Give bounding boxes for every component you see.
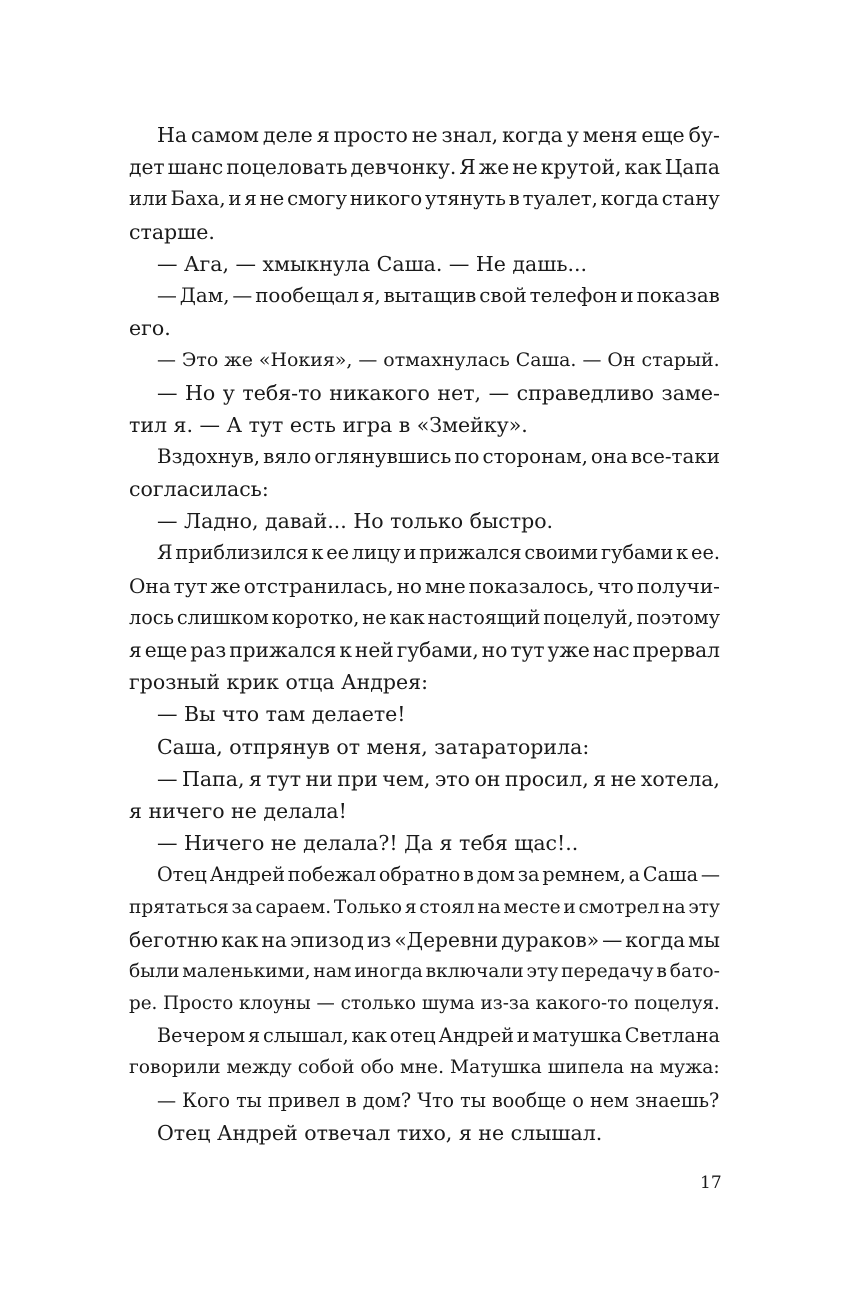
text-line: я еще раз прижался к ней губами, но тут уже нас прервал bbox=[129, 638, 720, 662]
page-number: 17 bbox=[700, 1173, 722, 1193]
text-line: прятаться за сараем. Только я стоял на месте и смотрел на эту bbox=[129, 896, 720, 918]
text-line: грозный крик отца Андрея: bbox=[129, 670, 428, 695]
body-text bbox=[129, 119, 720, 1149]
text-line: дет шанс поцеловать девчонку. Я же не крутой, как Цапа bbox=[129, 155, 720, 180]
text-line: Вечером я слышал, как отец Андрей и матушка Светлана bbox=[157, 1024, 720, 1048]
text-line: — Это же «Нокия», — отмахнулась Саша. — Он старый. bbox=[157, 349, 720, 372]
text-line: я ничего не делала! bbox=[129, 798, 347, 823]
text-line: были маленькими, нам иногда включали эту передачу в бато- bbox=[129, 960, 720, 982]
text-line: ре. Просто клоуны — столько шума из-за какого-то поцелуя. bbox=[129, 993, 720, 1015]
text-line: Она тут же отстранилась, но мне показалось, что получи- bbox=[129, 573, 720, 598]
text-line: — Папа, я тут ни при чем, это он просил, я не хотела, bbox=[157, 766, 720, 791]
text-line: лось слишком коротко, не как настоящий поцелуй, поэтому bbox=[129, 605, 720, 629]
text-line: — Кого ты привел в дом? Что ты вообще о нем знаешь? bbox=[157, 1088, 720, 1112]
text-line: — Ничего не делала?! Да я тебя щас!.. bbox=[157, 831, 579, 856]
text-line: — Ладно, давай... Но только быстро. bbox=[157, 509, 554, 534]
text-line: — Вы что там делаете! bbox=[157, 702, 406, 727]
text-line: Отец Андрей побежал обратно в дом за ремнем, а Саша — bbox=[157, 863, 720, 887]
text-line: Отец Андрей отвечал тихо, я не слышал. bbox=[157, 1120, 603, 1145]
text-line: или Баха, и я не смогу никого утянуть в туалет, когда стану bbox=[129, 187, 720, 211]
text-line: старше. bbox=[129, 219, 215, 244]
text-line: тил я. — А тут есть игра в «Змейку». bbox=[129, 412, 528, 437]
text-line: беготню как на эпизод из «Деревни дураков» — когда мы bbox=[129, 927, 720, 952]
text-line: — Ага, — хмыкнула Саша. — Не дашь... bbox=[157, 251, 588, 276]
text-line: Я приблизился к ее лицу и прижался своими губами к ее. bbox=[157, 541, 720, 565]
text-line: говорили между собой обо мне. Матушка шипела на мужа: bbox=[129, 1057, 720, 1079]
text-line: — Но у тебя-то никакого нет, — справедливо заме- bbox=[157, 380, 720, 405]
text-line: Вздохнув, вяло оглянувшись по сторонам, она все-таки bbox=[157, 444, 720, 468]
text-line: На самом деле я просто не знал, когда у меня еще бу- bbox=[157, 123, 720, 147]
text-line: Саша, отпрянув от меня, затараторила: bbox=[157, 734, 590, 759]
text-line: — Дам, — пообещал я, вытащив свой телефон и показав bbox=[157, 283, 720, 307]
text-line: согласилась: bbox=[129, 477, 269, 502]
text-line: его. bbox=[129, 316, 171, 341]
